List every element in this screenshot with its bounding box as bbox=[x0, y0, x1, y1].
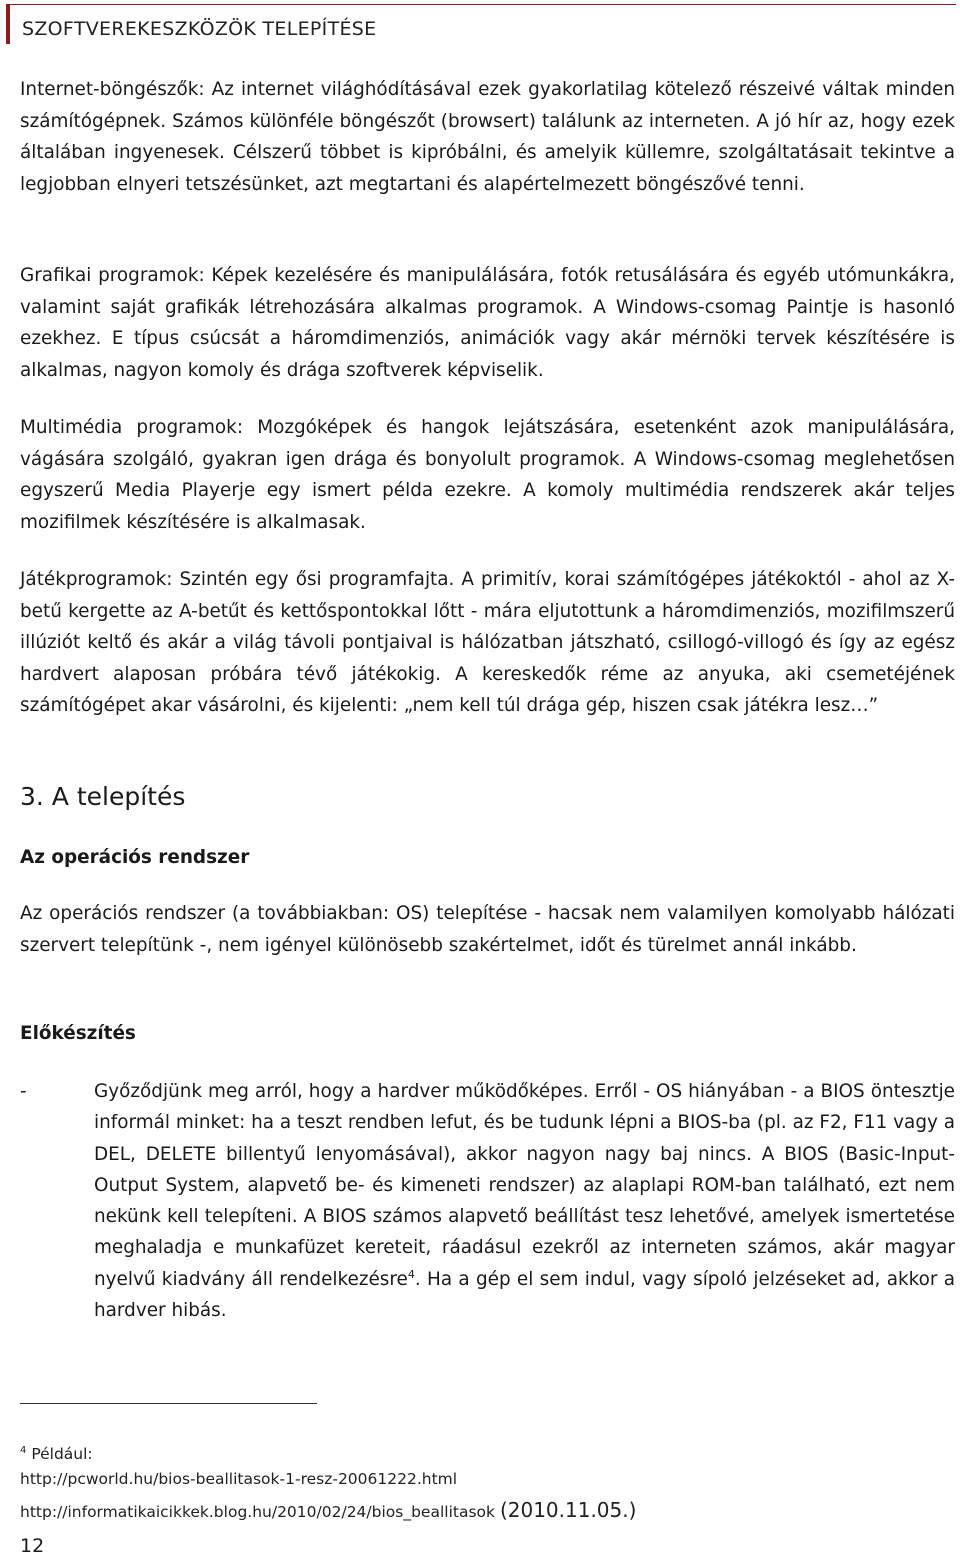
list-item bbox=[94, 1076, 955, 1326]
paragraph-graphics-programs: Grafikai programok: Képek kezelésére és manipulálására, fotók retusálására és egyéb utómunkákra, valamint saját grafikák létrehozására alkalmas programok. A Windows-csomag Paintje is hasonló ezekhez. E típus csúcsát a háromdimenziós, animációk vagy akár mérnöki tervek készítésére is alkalmas, nagyon komoly és drága szoftverek képviselik. bbox=[20, 265, 955, 381]
preparation-heading: Előkészítés bbox=[20, 1023, 136, 1044]
footnote-link-2-line bbox=[20, 1498, 636, 1522]
list-item-tail: . Ha a gép el sem indul, vagy sípoló jelzéseket ad, akkor a hardver hibás. bbox=[94, 1268, 955, 1322]
paragraph-multimedia-programs: Multimédia programok: Mozgóképek és hangok lejátszására, esetenként azok manipulálására, vágására szolgáló, gyakran igen drága és bonyolult programok. A Windows-csomag meglehetősen egyszerű Media Playerje egy ismert példa ezekre. A komoly multimédia rendszerek akár teljes mozifilmek készítésére is alkalmasak. bbox=[20, 417, 955, 533]
paragraph-game-programs: Játékprogramok: Szintén egy ősi programfajta. A primitív, korai számítógépes játékoktól - ahol az X-betű kergette az A-betűt és kettőspontokkal lőtt - mára eljutottunk a háromdimenziós, mozifilmszerű illúziót keltő és akár a világ távoli pontjaival is hálózatban játszható, csillogó-villogó és így az egész hardvert alaposan próbára tévő játékokig. A kereskedők réme az anyuka, aki csemetéjének számítógépet akar vásárolni, és kijelenti: „nem kell túl drága gép, hiszen csak játékra lesz…” bbox=[20, 569, 955, 716]
list-bullet: - bbox=[20, 1081, 27, 1102]
paragraph-os-intro: Az operációs rendszer (a továbbiakban: OS) telepítése - hacsak nem valamilyen komolyabb hálózati szervert telepítünk -, nem igényel különösebb szakértelmet, időt és türelmet annál inkább. bbox=[20, 903, 955, 956]
footnote-separator bbox=[20, 1403, 317, 1404]
footnote-link-1[interactable]: http://pcworld.hu/bios-beallitasok-1-resz-20061222.html bbox=[20, 1470, 458, 1488]
footnote-label-text: Például: bbox=[31, 1445, 93, 1464]
footnote-date: (2010.11.05.) bbox=[499, 1498, 637, 1522]
footnote-reference[interactable]: 4 bbox=[407, 1267, 415, 1281]
list-item-text: Győződjünk meg arról, hogy a hardver működőképes. Erről - OS hiányában - a BIOS öntesztje informál minket: ha a teszt rendben lefut, és be tudunk lépni a BIOS-ba (pl. az F2, F11 vagy a DEL, DELETE billentyű lenyomásával), akkor nagyon nagy baj nincs. A BIOS (Basic-Input-Output System, alapvető be- és kimeneti rendszer) az alaplapi ROM-ban található, ezt nem nekünk kell telepíteni. A BIOS számos alapvető beállítást tesz lehetővé, amelyek ismertetése meghaladja e munkafüzet kereteit, ráadásul ezekről az interneten számos, akár magyar nyelvű kiadvány áll rendelkezésre bbox=[94, 1081, 955, 1290]
running-header-title: SZOFTVEREKESZKÖZÖK TELEPÍTÉSE bbox=[22, 18, 377, 40]
page-number: 12 bbox=[20, 1535, 45, 1557]
paragraph-internet-browsers: Internet-böngészők: Az internet világhódításával ezek gyakorlatilag kötelező részeivé váltak minden számítógépnek. Számos különféle böngészőt (browsert) találunk az interneten. A jó hír az, hogy ezek általában ingyenesek. Célszerű többet is kipróbálni, és amelyik küllemre, szolgáltatásait tekintve a legjobban elnyeri tetszésünket, azt megtartani és alapértelmezett böngészővé tenni. bbox=[20, 79, 955, 195]
footnote-link-2[interactable]: http://informatikaicikkek.blog.hu/2010/02/24/bios_beallitasok bbox=[20, 1503, 495, 1521]
footnote-label bbox=[20, 1445, 93, 1463]
section-heading: 3. A telepítés bbox=[20, 782, 186, 811]
page-header bbox=[6, 4, 956, 44]
footnote-number: 4 bbox=[20, 1445, 27, 1456]
subsection-heading: Az operációs rendszer bbox=[20, 847, 250, 868]
